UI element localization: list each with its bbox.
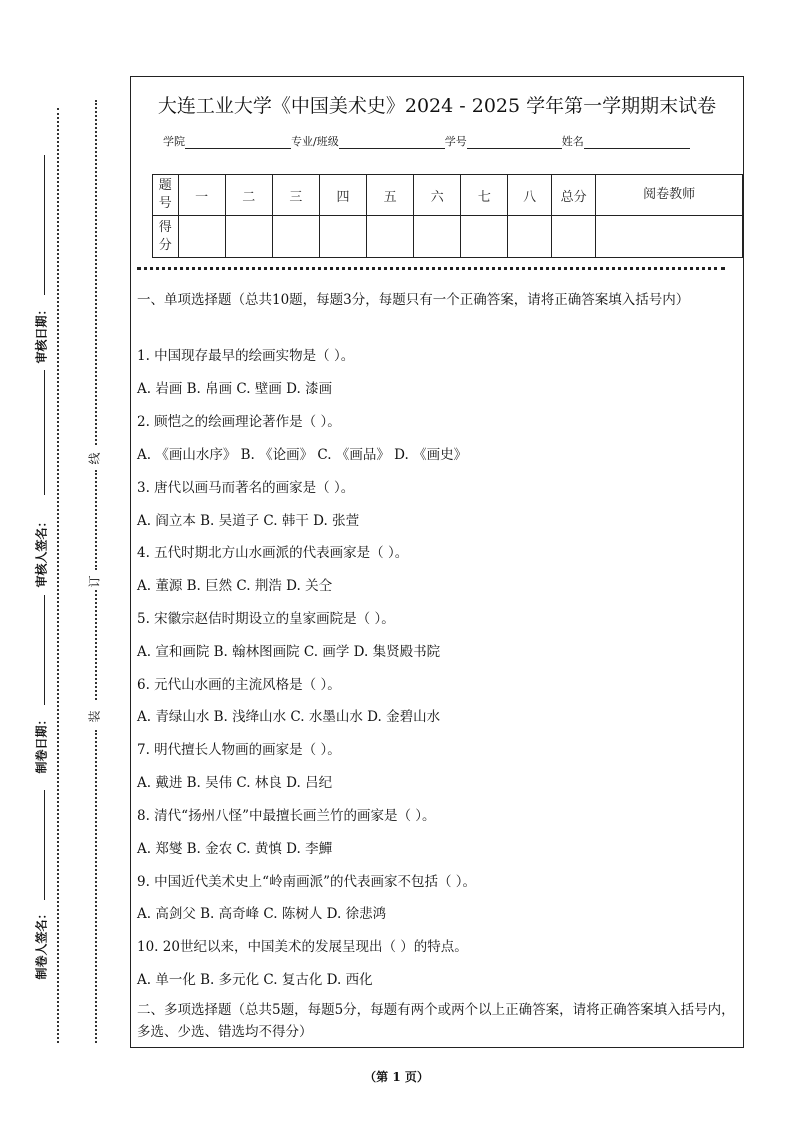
question-text: 6. 元代山水画的主流风格是（ ）。 bbox=[137, 677, 341, 693]
question-text: 9. 中国近代美术史上“岭南画派”的代表画家不包括（ ）。 bbox=[137, 874, 477, 890]
col-header: 四 bbox=[319, 175, 366, 216]
score-cell[interactable] bbox=[596, 216, 743, 258]
score-cell[interactable] bbox=[178, 216, 225, 258]
col-header: 一 bbox=[178, 175, 225, 216]
binding-mark-ding: 订 bbox=[87, 575, 102, 588]
student-id-field[interactable] bbox=[467, 137, 562, 149]
score-cell[interactable] bbox=[367, 216, 414, 258]
binding-dotted-line bbox=[57, 108, 59, 1043]
answer-options: A. 青绿山水 B. 浅绛山水 C. 水墨山水 D. 金碧山水 bbox=[137, 709, 441, 725]
answer-options: A. 董源 B. 巨然 C. 荆浩 D. 关仝 bbox=[137, 578, 333, 594]
binding-dotted-line bbox=[95, 730, 97, 1043]
binding-dotted-line bbox=[95, 590, 97, 700]
binding-margin bbox=[0, 0, 130, 1122]
dotted-separator bbox=[137, 267, 725, 270]
answer-options: A. 宣和画院 B. 翰林图画院 C. 画学 D. 集贤殿书院 bbox=[137, 644, 441, 660]
question-text: 2. 顾恺之的绘画理论著作是（ ）。 bbox=[137, 414, 341, 430]
student-info-row bbox=[163, 133, 690, 149]
student-id-label: 学号 bbox=[444, 135, 467, 148]
reviewer-date-label: 审核日期： bbox=[34, 303, 49, 364]
college-label: 学院 bbox=[163, 135, 185, 148]
binding-dotted-line bbox=[95, 470, 97, 570]
section2-heading: 二、多项选择题（总共5题，每题5分，每题有两个或两个以上正确答案，请将正确答案填入括号内，多选、少选、错选均不得分） bbox=[137, 1002, 735, 1040]
binding-mark-zhuang: 装 bbox=[87, 710, 102, 723]
col-header: 二 bbox=[225, 175, 272, 216]
maker-date-label: 制卷日期： bbox=[34, 713, 49, 774]
score-cell[interactable] bbox=[414, 216, 461, 258]
question-text: 7. 明代擅长人物画的画家是（ ）。 bbox=[137, 742, 341, 758]
exam-frame bbox=[130, 76, 744, 1048]
answer-options: A. 高剑父 B. 高奇峰 C. 陈树人 D. 徐悲鸿 bbox=[137, 906, 387, 922]
binding-dotted-line bbox=[95, 100, 97, 445]
question-text: 8. 清代“扬州八怪”中最擅长画兰竹的画家是（ ）。 bbox=[137, 808, 436, 824]
reviewer-sign-label: 审核人签名： bbox=[34, 515, 49, 588]
answer-options: A. 阎立本 B. 吴道子 C. 韩干 D. 张萱 bbox=[137, 513, 360, 529]
name-field[interactable] bbox=[584, 137, 690, 149]
col-header: 阅卷教师 bbox=[596, 175, 743, 216]
score-table bbox=[152, 174, 743, 258]
answer-options: A. 岩画 B. 帛画 C. 壁画 D. 漆画 bbox=[137, 381, 333, 397]
answer-options: A. 单一化 B. 多元化 C. 复古化 D. 西化 bbox=[137, 972, 373, 988]
score-cell[interactable] bbox=[319, 216, 366, 258]
section1-heading: 一、单项选择题（总共10题，每题3分，每题只有一个正确答案，请将正确答案填入括号内） bbox=[137, 292, 690, 308]
page-number: （第 1 页） bbox=[364, 1070, 429, 1084]
col-header: 八 bbox=[508, 175, 552, 216]
score-cell[interactable] bbox=[225, 216, 272, 258]
name-label: 姓名 bbox=[561, 135, 584, 148]
col-header: 七 bbox=[461, 175, 508, 216]
score-cell[interactable] bbox=[461, 216, 508, 258]
question-text: 5. 宋徽宗赵佶时期设立的皇家画院是（ ）。 bbox=[137, 611, 395, 627]
major-label: 专业/班级 bbox=[291, 135, 339, 148]
college-field[interactable] bbox=[185, 137, 291, 149]
answer-options: A. 《画山水序》 B. 《论画》 C. 《画品》 D. 《画史》 bbox=[137, 447, 468, 463]
col-header: 总分 bbox=[551, 175, 595, 216]
score-cell[interactable] bbox=[551, 216, 595, 258]
exam-title: 大连工业大学《中国美术史》2024 - 2025 学年第一学期期末试卷 bbox=[157, 95, 717, 117]
score-cell[interactable] bbox=[508, 216, 552, 258]
col-header: 五 bbox=[367, 175, 414, 216]
binding-mark-xian: 线 bbox=[87, 452, 102, 465]
answer-options: A. 戴进 B. 吴伟 C. 林良 D. 吕纪 bbox=[137, 775, 333, 791]
question-text: 10. 20世纪以来，中国美术的发展呈现出（ ）的特点。 bbox=[137, 939, 468, 955]
question-text: 4. 五代时期北方山水画派的代表画家是（ ）。 bbox=[137, 545, 409, 561]
row-label-score: 得分 bbox=[153, 216, 179, 258]
col-header: 三 bbox=[272, 175, 319, 216]
question-text: 3. 唐代以画马而著名的画家是（ ）。 bbox=[137, 480, 355, 496]
question-text: 1. 中国现存最早的绘画实物是（ ）。 bbox=[137, 348, 355, 364]
col-header: 六 bbox=[414, 175, 461, 216]
major-field[interactable] bbox=[339, 137, 445, 149]
maker-sign-label: 制卷人签名： bbox=[34, 907, 49, 980]
answer-options: A. 郑燮 B. 金农 C. 黄慎 D. 李鱓 bbox=[137, 841, 333, 857]
row-label-question-no: 题号 bbox=[153, 175, 179, 216]
score-cell[interactable] bbox=[272, 216, 319, 258]
